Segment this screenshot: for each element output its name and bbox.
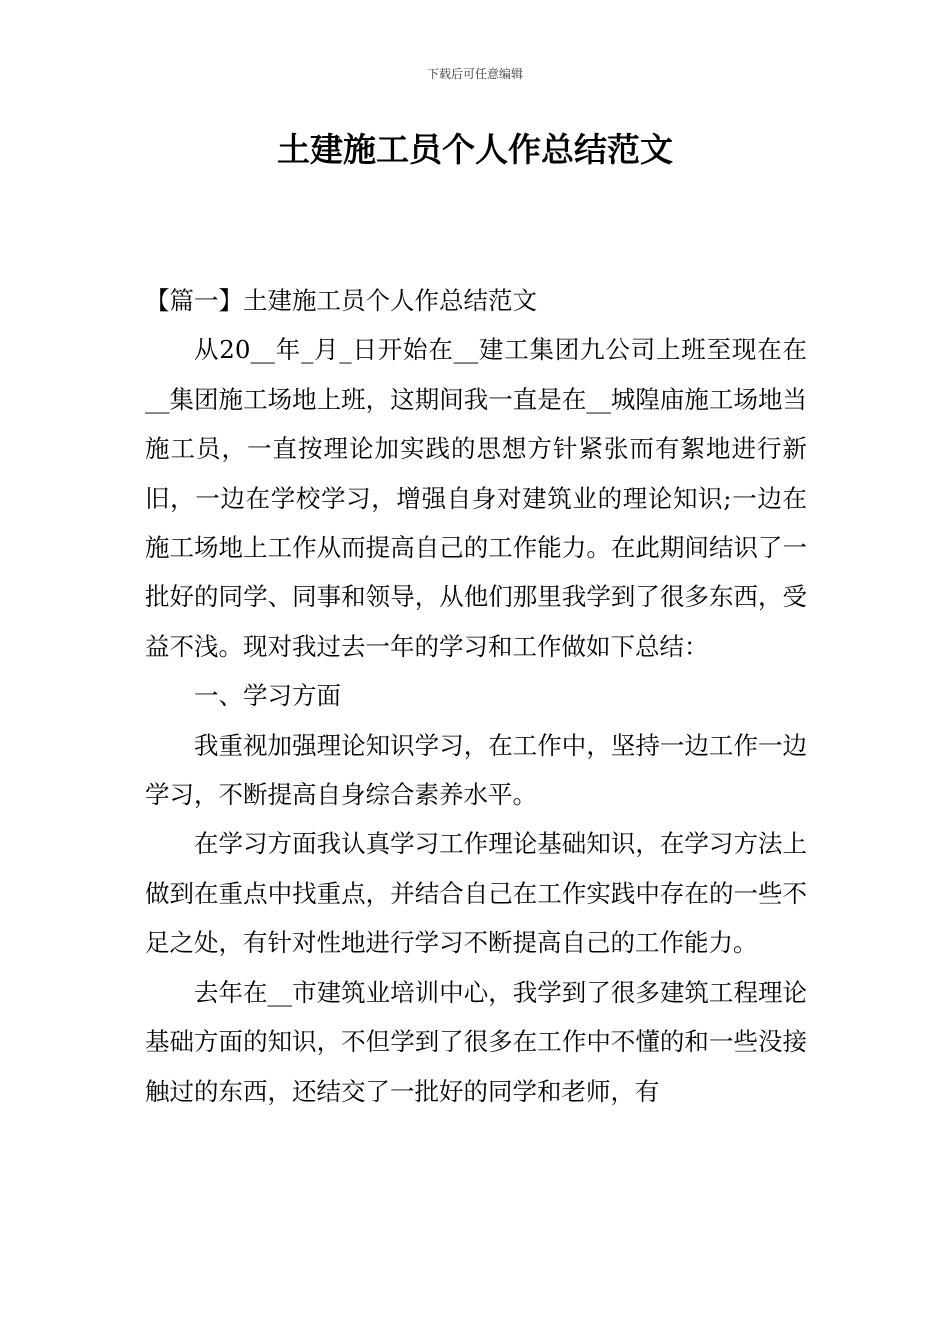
paragraph: 在学习方面我认真学习工作理论基础知识，在学习方法上做到在重点中找重点，并结合自己在工作实践中存在的一些不足之处，有针对性地进行学习不断提高自己的工作能力。 — [145, 829, 807, 958]
document-body — [145, 276, 807, 1116]
document-title: 土建施工员个人作总结范文 — [277, 130, 673, 169]
header-note: 下载后可任意编辑 — [426, 67, 523, 81]
paragraph: 去年在__市建筑业培训中心，我学到了很多建筑工程理论基础方面的知识，不但学到了很多在工作中不懂的和一些没接触过的东西，还结交了一批好的同学和老师，有 — [145, 977, 807, 1106]
paragraph: 从20__年_月_日开始在__建工集团九公司上班至现在在__集团施工场地上班，这期间我一直是在__城隍庙施工场地当施工员，一直按理论加实践的思想方针紧张而有絮地进行新旧，一边在学校学习，增强自身对建筑业的理论知识;一边在施工场地上工作从而提高自己的工作能力。在此期间结识了一批好的同学、同事和领导，从他们那里我学到了很多东西，受益不浅。现对我过去一年的学习和工作做如下总结： — [145, 335, 807, 661]
paragraph: 我重视加强理论知识学习，在工作中，坚持一边工作一边学习，不断提高自身综合素养水平。 — [145, 730, 807, 810]
subsection-heading: 一、学习方面 — [194, 681, 341, 711]
section-heading: 【篇一】土建施工员个人作总结范文 — [145, 286, 537, 315]
